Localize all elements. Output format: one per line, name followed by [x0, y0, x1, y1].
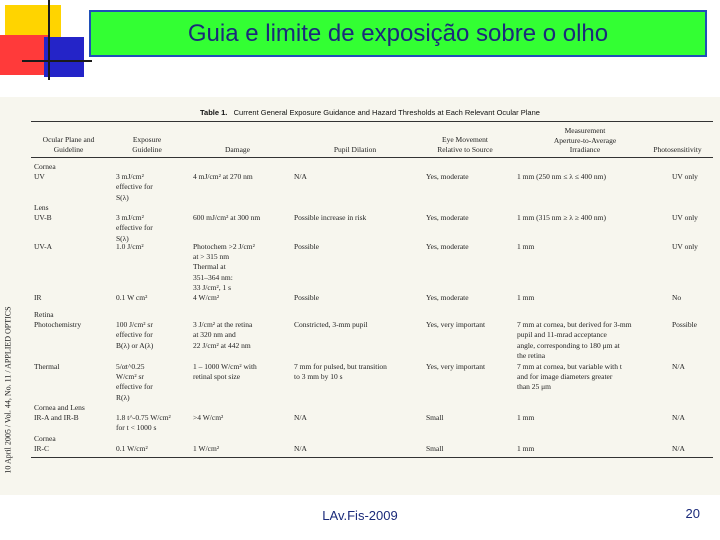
header-exposure-guideline: Exposure Guideline [132, 135, 162, 154]
table-cell-pupil: Possible [294, 242, 320, 251]
table-cell-pupil: N/A [294, 444, 307, 454]
table-cell-aperture: 1 mm (250 nm ≤ λ ≤ 400 nm) [517, 172, 606, 182]
journal-side-note [1, 285, 15, 495]
table-cell-photosensitivity: UV only [672, 242, 698, 251]
table-cell-aperture: 1 mm [517, 413, 535, 423]
table-cell-plane: Cornea UV [34, 162, 56, 182]
table-cell-plane: Lens UV-B [34, 203, 52, 223]
deco-square-red [0, 35, 48, 75]
table-cell-eye-movement: Yes, moderate [426, 172, 469, 182]
table-cell-eye-movement: Yes, moderate [426, 242, 469, 251]
table-cell-pupil: N/A [294, 413, 307, 423]
header-measurement-aperture: Measurement Aperture-to-Average Irradiance [553, 126, 617, 154]
table-cell-plane: IR [34, 293, 42, 302]
table-cell-pupil: Possible increase in risk [294, 213, 367, 223]
deco-horizontal-line [22, 60, 92, 62]
deco-square-blue [44, 37, 84, 77]
table-cell-plane: Cornea IR-C [34, 434, 56, 454]
table-caption-text: Current General Exposure Guidance and Hazard Thresholds at Each Relevant Ocular Plane [233, 108, 540, 117]
table-cell-plane: UV-A [34, 242, 53, 251]
table-cell-pupil: 7 mm for pulsed, but transition to 3 mm by 10 s [294, 362, 387, 382]
table-cell-exposure: 5/αt^0.25 W/cm² sr effective for R(λ) [116, 362, 153, 402]
slide-footer: LAv.Fis-2009 [322, 508, 398, 523]
table-cell-pupil: Possible [294, 293, 320, 302]
table-cell-eye-movement: Yes, very important [426, 320, 486, 330]
table-cell-exposure: 3 mJ/cm² effective for S(λ) [116, 213, 153, 243]
table-cell-exposure: 0.1 W/cm² [116, 444, 148, 454]
table-cell-damage: >4 W/cm² [193, 413, 224, 423]
table-cell-damage: 4 mJ/cm² at 270 nm [193, 172, 253, 182]
deco-vertical-line [48, 0, 50, 80]
table-cell-aperture: 1 mm (315 nm ≥ λ ≥ 400 nm) [517, 213, 606, 223]
table-cell-plane: Cornea and Lens IR-A and IR-B [34, 403, 85, 423]
table-caption-label: Table 1. [200, 108, 228, 117]
table-cell-exposure: 100 J/cm² sr effective for B(λ) or A(λ) [116, 320, 154, 350]
table-cell-aperture: 1 mm [517, 444, 535, 454]
table-cell-plane: Thermal [34, 362, 60, 371]
table-cell-eye-movement: Yes, very important [426, 362, 486, 371]
header-eye-movement: Eye Movement Relative to Source [437, 135, 493, 154]
table-cell-photosensitivity: UV only [672, 213, 698, 223]
table-cell-pupil: Constricted, 3-mm pupil [294, 320, 368, 330]
table-cell-photosensitivity: UV only [672, 172, 698, 182]
table-cell-aperture: 7 mm at cornea, but derived for 3-mm pupil and 11-mrad acceptance angle, corresponding to 180 μm at the retina [517, 320, 632, 360]
table-bottom-rule [31, 457, 713, 458]
table-cell-aperture: 7 mm at cornea, but variable with t and for image diameters greater than 25 μm [517, 362, 622, 392]
table-cell-photosensitivity: Possible [672, 320, 698, 330]
table-cell-exposure: 0.1 W cm² [116, 293, 148, 302]
table-cell-photosensitivity: N/A [672, 444, 685, 454]
table-cell-damage: 4 W/cm² [193, 293, 220, 302]
header-photosensitivity: Photosensitivity [653, 145, 702, 154]
table-cell-damage: 600 mJ/cm² at 300 nm [193, 213, 261, 223]
table-caption [200, 108, 540, 117]
table-cell-photosensitivity: No [672, 293, 682, 302]
table-cell-eye-movement: Yes, moderate [426, 293, 469, 302]
header-ocular-plane: Ocular Plane and Guideline [42, 135, 95, 154]
table-cell-damage: 1 – 1000 W/cm² with retinal spot size [193, 362, 257, 382]
table-top-rule [31, 121, 713, 122]
table-cell-aperture: 1 mm [517, 293, 535, 302]
table-cell-photosensitivity: N/A [672, 413, 685, 423]
table-cell-photosensitivity: N/A [672, 362, 685, 371]
table-cell-damage: 3 J/cm² at the retina at 320 nm and 22 J/cm² at 442 nm [193, 320, 253, 350]
table-cell-eye-movement: Small [426, 444, 444, 454]
table-cell-damage: 1 W/cm² [193, 444, 220, 454]
table-cell-exposure: 1.8 t^-0.75 W/cm² for t < 1000 s [116, 413, 171, 433]
slide-title-box [89, 10, 707, 57]
table-cell-eye-movement: Small [426, 413, 444, 423]
table-cell-eye-movement: Yes, moderate [426, 213, 469, 223]
journal-side-note-text: 10 April 2005 / Vol. 44, No. 11 / APPLIED OPTICS [3, 306, 13, 474]
table-cell-aperture: 1 mm [517, 242, 535, 251]
table-cell-exposure: 3 mJ/cm² effective for S(λ) [116, 172, 153, 202]
slide-title: Guia e limite de exposição sobre o olho [187, 19, 609, 47]
header-pupil-dilation: Pupil Dilation [333, 145, 377, 154]
table-header-rule [31, 157, 713, 158]
slide-page-number: 20 [685, 506, 700, 521]
table-cell-exposure: 1.0 J/cm² [116, 242, 144, 251]
header-damage: Damage [225, 145, 250, 154]
table-cell-damage: Photochem >2 J/cm² at > 315 nm Thermal at 351–364 nm: 33 J/cm², 1 s [193, 242, 255, 292]
table-cell-pupil: N/A [294, 172, 307, 182]
table-cell-plane: Retina Photochemistry [34, 310, 82, 330]
